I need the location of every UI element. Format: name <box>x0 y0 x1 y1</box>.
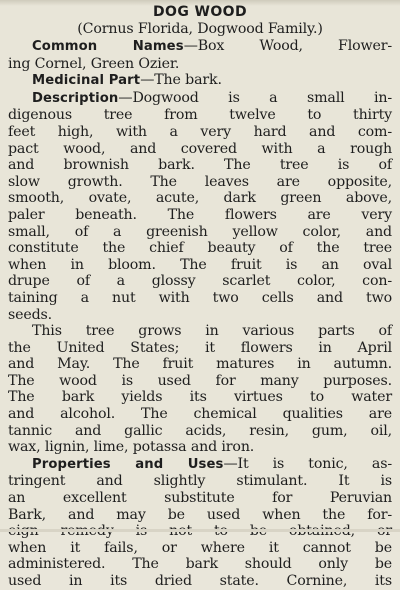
description-line: seeds. <box>8 306 53 323</box>
article-body <box>8 4 392 590</box>
properties-line: administered. The bark should only be <box>8 556 392 573</box>
growth-line: the United States; it flowers in April <box>8 339 392 356</box>
common-names-section <box>8 38 392 72</box>
article-title: DOG WOOD <box>153 4 247 20</box>
medicinal-part-section <box>8 72 392 90</box>
description-line: when in bloom. The fruit is an oval <box>8 256 392 273</box>
common-names-line-1: Common Names—Box Wood, Flower- <box>32 38 392 54</box>
growth-line: The wood is used for many purposes. <box>8 372 392 389</box>
growth-line: This tree grows in various parts of <box>32 323 392 340</box>
properties-line-1: Properties and Uses—It is tonic, as- <box>32 455 392 472</box>
growth-paragraph <box>8 323 392 456</box>
properties-heading: Properties and Uses <box>32 456 224 472</box>
description-line: digenous tree from twelve to thirty <box>8 107 392 124</box>
growth-line: wax, lignin, lime, potassa and iron. <box>8 439 255 456</box>
description-line: smooth, ovate, acute, dark green above, <box>8 190 392 207</box>
description-line: pact wood, and covered with a rough <box>8 140 392 157</box>
description-line-1: Description—Dogwood is a small in- <box>32 89 392 106</box>
properties-line: an excellent substitute for Peruvian <box>8 490 392 507</box>
description-line: constitute the chief beauty of the tree <box>8 240 392 257</box>
common-names-line-2: ing Cornel, Green Ozier. <box>8 55 180 72</box>
properties-section <box>8 456 392 590</box>
description-line: paler beneath. The flowers are very <box>8 206 392 223</box>
common-names-heading: Common Names <box>32 39 184 54</box>
properties-line: used in its dried state. Cornine, its <box>8 573 392 589</box>
medicinal-part-heading: Medicinal Part <box>32 73 141 89</box>
growth-line: tannic and gallic acids, resin, gum, oil, <box>8 422 392 439</box>
growth-line: and May. The fruit matures in autumn. <box>8 356 392 373</box>
description-heading: Description <box>32 90 119 106</box>
description-line: feet high, with a very hard and com- <box>8 123 392 140</box>
description-line: taining a nut with two cells and two <box>8 289 392 306</box>
properties-line: Bark, and may be used when the for- <box>8 506 392 523</box>
description-line: small, of a greenish yellow color, and <box>8 223 392 240</box>
medicinal-part-line: Medicinal Part—The bark. <box>32 72 222 89</box>
description-line: drupe of a glossy scarlet color, con- <box>8 273 392 290</box>
description-line: and brownish bark. The tree is of <box>8 157 392 174</box>
description-line: slow growth. The leaves are opposite, <box>8 173 392 190</box>
description-section <box>8 90 392 323</box>
family-subtitle: (Cornus Florida, Dogwood Family.) <box>77 21 323 37</box>
bottom-edge <box>0 529 400 532</box>
growth-line: The bark yields its virtues to water <box>8 389 392 406</box>
properties-line: tringent and slightly stimulant. It is <box>8 473 392 490</box>
properties-line: when it fails, or where it cannot be <box>8 539 392 556</box>
growth-line: and alcohol. The chemical qualities are <box>8 406 392 423</box>
